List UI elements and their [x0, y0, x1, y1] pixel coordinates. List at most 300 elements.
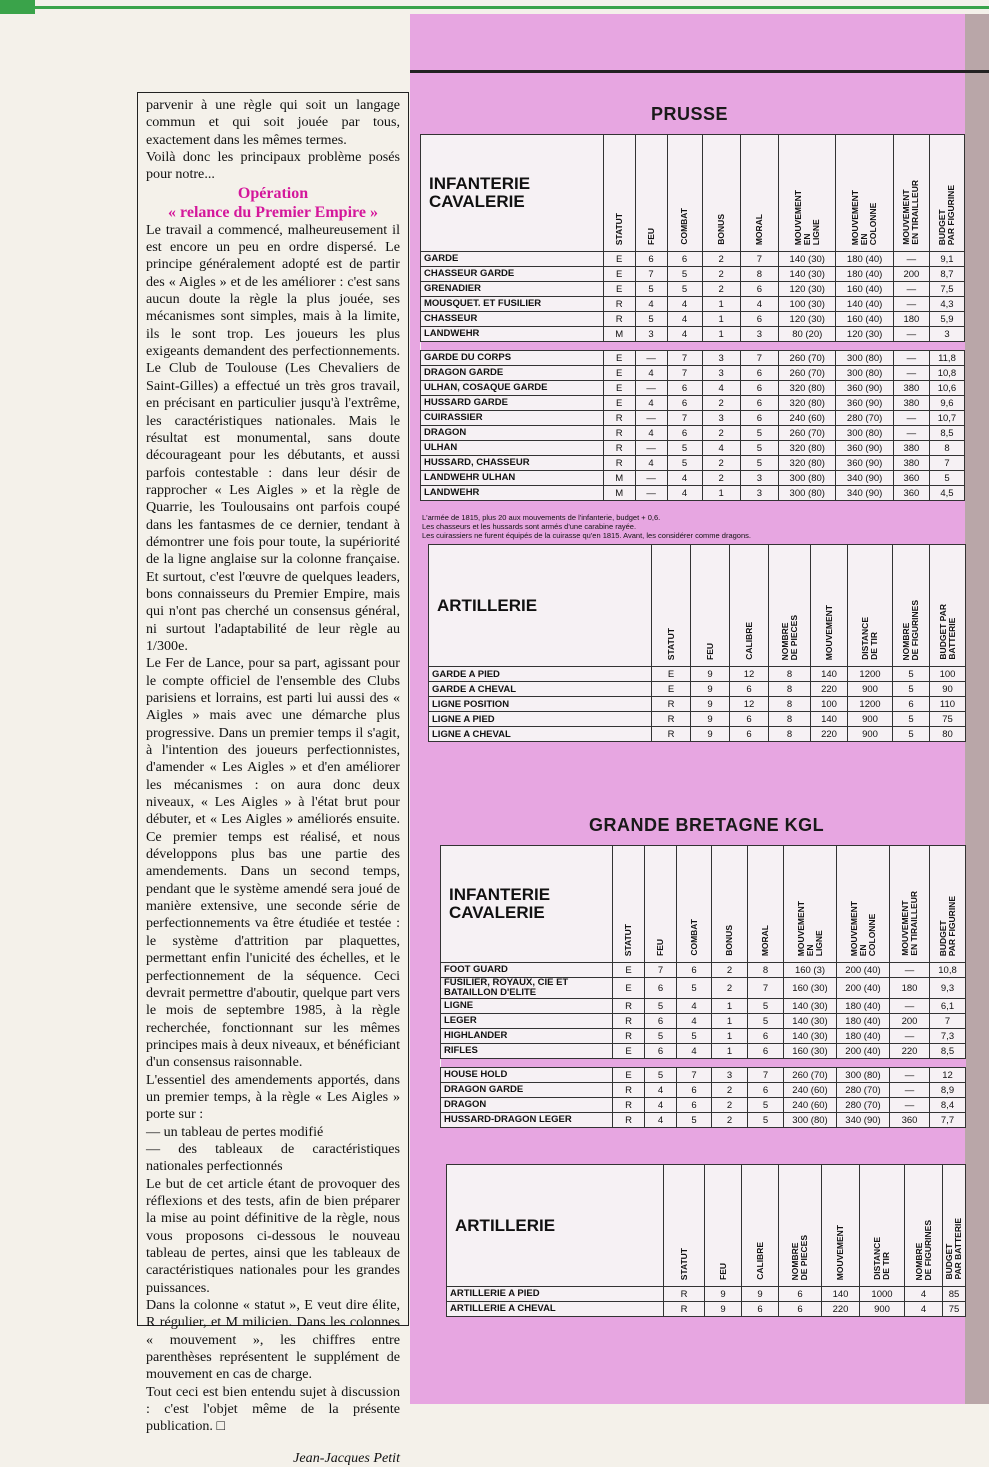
gb-art-column-label: FEU — [717, 1263, 728, 1280]
prusse-infantry-cell: 120 (30) — [836, 327, 893, 342]
prusse-cavalry-cell: 4 — [702, 381, 740, 396]
prusse-infantry-row — [421, 312, 965, 327]
gb-infantry-cell: 6 — [645, 978, 677, 999]
gb-infantry-cell: 5 — [645, 999, 677, 1014]
gb-infantry-cell: 5 — [677, 1029, 712, 1044]
prusse-cavalry-cell: 360 — [893, 471, 929, 486]
prusse-artillery-cell: 1200 — [848, 697, 893, 712]
prusse-infantry-cavalry-table — [420, 134, 965, 501]
gb-art-column-header — [664, 1165, 705, 1287]
prusse-cavalry-cell: 6 — [740, 411, 778, 426]
prusse-infantry-cell: 5,9 — [929, 312, 964, 327]
gb-infantry-row — [441, 1044, 966, 1059]
spacer-cell — [712, 1059, 748, 1068]
prusse-cavalry-cell: 360 (90) — [836, 441, 893, 456]
gb-cavalry-cell: 8,4 — [930, 1098, 966, 1113]
gb-infantry-cell: 1 — [712, 1014, 748, 1029]
gb-infantry-cell: E — [613, 978, 645, 999]
spacer-cell — [702, 342, 740, 351]
prusse-infantry-unit-name: GRENADIER — [421, 282, 604, 297]
gb-art-header-row — [447, 1165, 966, 1287]
gb-artillery-cell: R — [664, 1287, 705, 1302]
gb-infantry-cell: E — [613, 1044, 645, 1059]
prusse-cavalry-cell: E — [603, 351, 635, 366]
prusse-cavalry-cell: 6 — [740, 396, 778, 411]
prusse-cavalry-unit-name: DRAGON GARDE — [421, 366, 604, 381]
prusse-cavalry-cell: 5 — [740, 441, 778, 456]
prusse-artillery-cell: 140 — [811, 712, 848, 727]
gb-infantry-cell: 4 — [677, 1044, 712, 1059]
gb-cavalry-cell: 3 — [712, 1068, 748, 1083]
prusse-cavalry-cell: 260 (70) — [779, 366, 836, 381]
gb-cavalry-cell: 7 — [748, 1068, 784, 1083]
gb-infantry-cell: 7 — [930, 1014, 966, 1029]
gb-cavalry-unit-name: HUSSARD-DRAGON LEGER — [441, 1113, 613, 1128]
prusse-artillery-cell: 90 — [930, 682, 966, 697]
gb-infantry-row — [441, 1029, 966, 1044]
prusse-infantry-cell: R — [603, 297, 635, 312]
prusse-infantry-cell: 2 — [702, 252, 740, 267]
prusse-artillery-row — [429, 712, 966, 727]
prusse-artillery-cell: 9 — [691, 697, 730, 712]
prusse-art-column-header — [930, 545, 966, 667]
prusse-column-label: MORAL — [753, 213, 764, 245]
prusse-cavalry-cell: 6 — [667, 426, 702, 441]
gb-artillery-cell: 75 — [943, 1302, 966, 1317]
prusse-artillery-cell: 8 — [769, 727, 811, 742]
gb-infantry-unit-name: RIFLES — [441, 1044, 613, 1059]
gb-cavalry-unit-name: DRAGON GARDE — [441, 1083, 613, 1098]
prusse-artillery-cell: 80 — [930, 727, 966, 742]
prusse-cavalry-cell: 4 — [667, 471, 702, 486]
gb-art-column-label: NOMBRE DE PIECES — [790, 1234, 809, 1280]
prusse-artillery-cell: R — [652, 727, 691, 742]
prusse-cavalry-cell: 2 — [702, 396, 740, 411]
spacer-cell — [893, 342, 929, 351]
prusse-cavalry-unit-name: GARDE DU CORPS — [421, 351, 604, 366]
gb-art-column-header — [705, 1165, 742, 1287]
gb-infantry-cell: 1 — [712, 999, 748, 1014]
gb-cavalry-cell: 4 — [645, 1113, 677, 1128]
gb-infantry-cell: 7 — [748, 978, 784, 999]
prusse-infantry-cell: 120 (30) — [779, 312, 836, 327]
spacer-cell — [929, 342, 964, 351]
prusse-cavalry-cell: — — [893, 366, 929, 381]
gb-cavalry-cell: 2 — [712, 1098, 748, 1113]
prusse-cavalry-cell: 380 — [893, 381, 929, 396]
prusse-infantry-cell: 160 (40) — [836, 282, 893, 297]
gb-infantry-cell: 4 — [677, 1014, 712, 1029]
prusse-infantry-cell: — — [893, 282, 929, 297]
gb-art-column-header — [905, 1165, 943, 1287]
gb-infantry-cell: 160 (30) — [784, 1044, 837, 1059]
article-heading-2: « relance du Premier Empire » — [168, 203, 378, 221]
prusse-notes — [422, 513, 952, 540]
gb-infantry-cell: 6,1 — [930, 999, 966, 1014]
prusse-artillery-cell: 6 — [730, 727, 769, 742]
prusse-infantry-cell: 8 — [740, 267, 778, 282]
prusse-art-column-header — [691, 545, 730, 667]
prusse-cavalry-cell: 360 (90) — [836, 381, 893, 396]
gb-cavalry-cell: 240 (60) — [784, 1098, 837, 1113]
gb-artillery-table — [446, 1164, 966, 1317]
prusse-artillery-cell: 900 — [848, 682, 893, 697]
prusse-note-2: Les chasseurs et les hussards sont armés d'une carabine rayée. — [422, 522, 637, 531]
prusse-art-column-label: NOMBRE DE PIECES — [779, 614, 799, 660]
prusse-cavalry-cell: 300 (80) — [779, 471, 836, 486]
gb-infantry-cell: 140 (30) — [784, 1014, 837, 1029]
prusse-infantry-cell: E — [603, 267, 635, 282]
prusse-infantry-cell: 5 — [667, 267, 702, 282]
prusse-column-header — [836, 135, 893, 252]
prusse-cavalry-cell: M — [603, 486, 635, 501]
prusse-artillery-cell: 220 — [811, 682, 848, 697]
gb-cavalry-row — [441, 1068, 966, 1083]
gb-column-label: MOUVEMENT EN COLONNE — [848, 900, 877, 956]
prusse-note-3: Les cuirassiers ne furent équipés de la cuirasse qu'en 1815. Avant, les considérer comme dragons. — [422, 531, 751, 540]
prusse-cavalry-cell: 360 (90) — [836, 456, 893, 471]
prusse-section-header: INFANTERIE CAVALERIE — [421, 135, 604, 252]
prusse-artillery-cell: 110 — [930, 697, 966, 712]
gb-infantry-cell: 8,5 — [930, 1044, 966, 1059]
prusse-artillery-cell: 100 — [811, 697, 848, 712]
prusse-infantry-cell: 7 — [635, 267, 667, 282]
prusse-cavalry-cell: R — [603, 411, 635, 426]
prusse-infantry-cell: 3 — [929, 327, 964, 342]
page-edge-shade — [965, 14, 989, 1404]
gb-cavalry-cell: 300 (80) — [784, 1113, 837, 1128]
prusse-art-column-header — [848, 545, 893, 667]
gb-artillery-cell: 4 — [905, 1287, 943, 1302]
prusse-spacer-row — [421, 342, 965, 351]
gb-artillery-cell: 6 — [779, 1302, 822, 1317]
gb-infantry-unit-name: HIGHLANDER — [441, 1029, 613, 1044]
prusse-cavalry-row — [421, 456, 965, 471]
prusse-artillery-unit-name: GARDE A PIED — [429, 667, 652, 682]
prusse-infantry-cell: — — [893, 297, 929, 312]
prusse-infantry-cell: 4,3 — [929, 297, 964, 312]
prusse-infantry-cell: 140 (40) — [836, 297, 893, 312]
prusse-cavalry-cell: 7 — [667, 411, 702, 426]
prusse-cavalry-cell: M — [603, 471, 635, 486]
gb-column-label: MOUVEMENT EN LIGNE — [795, 900, 824, 956]
prusse-artillery-cell: R — [652, 697, 691, 712]
gb-column-header — [784, 846, 837, 963]
prusse-infantry-cell: 180 (40) — [836, 267, 893, 282]
spacer-cell — [677, 1059, 712, 1068]
prusse-infantry-cell: 8,7 — [929, 267, 964, 282]
gb-column-label: FEU — [655, 939, 665, 956]
gb-cavalry-cell: 7 — [677, 1068, 712, 1083]
prusse-artillery-cell: 900 — [848, 727, 893, 742]
prusse-infantry-unit-name: CHASSEUR — [421, 312, 604, 327]
gb-art-column-header — [943, 1165, 966, 1287]
gb-cavalry-cell: 5 — [748, 1098, 784, 1113]
prusse-cavalry-cell: 300 (80) — [836, 366, 893, 381]
prusse-column-header — [667, 135, 702, 252]
prusse-artillery-cell: R — [652, 712, 691, 727]
prusse-infantry-cell: 4 — [740, 297, 778, 312]
gb-infantry-cell: 1 — [712, 1044, 748, 1059]
article-signature: Jean-Jacques Petit — [293, 1449, 400, 1466]
spacer-cell — [779, 342, 836, 351]
prusse-header-row — [421, 135, 965, 252]
prusse-infantry-cell: 2 — [702, 282, 740, 297]
gb-infantry-row — [441, 999, 966, 1014]
prusse-artillery-cell: 6 — [730, 682, 769, 697]
gb-art-column-header — [742, 1165, 779, 1287]
prusse-artillery-cell: 1200 — [848, 667, 893, 682]
prusse-infantry-cell: E — [603, 282, 635, 297]
prusse-cavalry-cell: 4 — [667, 486, 702, 501]
gb-cavalry-cell: 300 (80) — [837, 1068, 890, 1083]
gb-infantry-cell: 160 (30) — [784, 978, 837, 999]
prusse-cavalry-row — [421, 471, 965, 486]
spacer-cell — [784, 1059, 837, 1068]
prusse-artillery-cell: 5 — [893, 667, 930, 682]
prusse-infantry-row — [421, 327, 965, 342]
gb-infantry-cell: 5 — [748, 1014, 784, 1029]
prusse-artillery-unit-name: GARDE A CHEVAL — [429, 682, 652, 697]
gb-art-column-label: BUDGET PAR BATTERIE — [944, 1218, 963, 1280]
prusse-infantry-cell: 180 — [893, 312, 929, 327]
prusse-infantry-row — [421, 267, 965, 282]
prusse-infantry-cell: R — [603, 312, 635, 327]
gb-artillery-cell: 220 — [822, 1302, 860, 1317]
gb-cavalry-cell: 280 (70) — [837, 1098, 890, 1113]
prusse-column-label: COMBAT — [679, 208, 690, 245]
prusse-cavalry-cell: — — [635, 411, 667, 426]
gb-header-row — [441, 846, 966, 963]
prusse-artillery-row — [429, 667, 966, 682]
gb-cavalry-cell: — — [890, 1098, 930, 1113]
article-body-6: Le but de cet article étant de provoquer des réflexions et des tests, afin de bien préparer la mise au point définitive de la règle, nous vous proposons ci-dessous le nouveau tableau de pertes, ainsi que les tableaux de caractéristiques nationales pour les grandes puissances. — [146, 1175, 400, 1296]
gb-infantry-cell: R — [613, 1014, 645, 1029]
gb-infantry-cell: 5 — [677, 978, 712, 999]
article-body-4: — un tableau de pertes modifié — [146, 1123, 324, 1140]
prusse-artillery-cell: E — [652, 667, 691, 682]
gb-infantry-cell: 8 — [748, 963, 784, 978]
gb-infantry-cell: 140 (30) — [784, 999, 837, 1014]
gb-cavalry-cell: 2 — [712, 1113, 748, 1128]
spacer-cell — [836, 342, 893, 351]
prusse-cavalry-cell: 3 — [702, 366, 740, 381]
prusse-artillery-cell: 220 — [811, 727, 848, 742]
prusse-column-header — [702, 135, 740, 252]
gb-infantry-cell: 2 — [712, 963, 748, 978]
gb-art-section-header: ARTILLERIE — [447, 1165, 664, 1287]
prusse-column-header — [893, 135, 929, 252]
spacer-cell — [645, 1059, 677, 1068]
gb-cavalry-cell: R — [613, 1113, 645, 1128]
prusse-column-label: FEU — [645, 228, 656, 245]
prusse-column-header — [740, 135, 778, 252]
prusse-artillery-cell: 5 — [893, 727, 930, 742]
prusse-infantry-cell: 140 (30) — [779, 267, 836, 282]
prusse-art-column-label: STATUT — [665, 627, 676, 660]
prusse-artillery-cell: 8 — [769, 697, 811, 712]
prusse-column-label: BUDGET PAR FIGURINE — [936, 184, 956, 245]
prusse-cavalry-cell: 6 — [667, 381, 702, 396]
spacer-cell — [421, 342, 604, 351]
prusse-column-label: STATUT — [613, 212, 624, 245]
prusse-artillery-row — [429, 682, 966, 697]
prusse-cavalry-unit-name: ULHAN, COSAQUE GARDE — [421, 381, 604, 396]
gb-artillery-row — [447, 1302, 966, 1317]
gb-infantry-unit-name: LIGNE — [441, 999, 613, 1014]
prusse-cavalry-cell: 360 (90) — [836, 396, 893, 411]
gb-infantry-cell: 6 — [677, 963, 712, 978]
prusse-cavalry-unit-name: CUIRASSIER — [421, 411, 604, 426]
prusse-cavalry-unit-name: HUSSARD GARDE — [421, 396, 604, 411]
gb-artillery-cell: 9 — [705, 1302, 742, 1317]
prusse-infantry-cell: 80 (20) — [779, 327, 836, 342]
prusse-infantry-row — [421, 252, 965, 267]
gb-column-label: MORAL — [760, 924, 770, 956]
prusse-cavalry-cell: 6 — [740, 381, 778, 396]
gb-artillery-cell: 4 — [905, 1302, 943, 1317]
prusse-cavalry-cell: 340 (90) — [836, 486, 893, 501]
gb-infantry-cell: 180 — [890, 978, 930, 999]
prusse-art-column-label: DISTANCE DE TIR — [860, 617, 879, 660]
prusse-cavalry-cell: R — [603, 441, 635, 456]
prusse-infantry-row — [421, 282, 965, 297]
gb-cavalry-cell: 12 — [930, 1068, 966, 1083]
gb-cavalry-cell: 6 — [677, 1083, 712, 1098]
gb-infantry-cell: 7 — [645, 963, 677, 978]
article-body-7: Dans la colonne « statut », E veut dire élite, R régulier, et M milicien. Dans les colonnes « mouvement », les chiffres entre parenthèses représentent le supplément de mouvement en cas de charge. — [146, 1297, 400, 1383]
gb-cavalry-cell: 2 — [712, 1083, 748, 1098]
prusse-cavalry-cell: 10,8 — [929, 366, 964, 381]
spacer-cell — [740, 342, 778, 351]
spacer-cell — [635, 342, 667, 351]
prusse-artillery-cell: 75 — [930, 712, 966, 727]
gb-infantry-cell: — — [890, 963, 930, 978]
gb-infantry-cell: 200 (40) — [837, 1044, 890, 1059]
top-rule — [35, 6, 989, 9]
prusse-cavalry-cell: 4,5 — [929, 486, 964, 501]
gb-infantry-cell: R — [613, 1029, 645, 1044]
prusse-cavalry-cell: R — [603, 456, 635, 471]
prusse-cavalry-cell: 5 — [667, 456, 702, 471]
prusse-infantry-unit-name: MOUSQUET. ET FUSILIER — [421, 297, 604, 312]
article-body-5: — des tableaux de caractéristiques nationales perfectionnés — [146, 1140, 400, 1175]
gb-column-label: MOUVEMENT EN TIRAILLEUR — [899, 891, 919, 956]
prusse-column-label: MOUVEMENT EN LIGNE — [792, 189, 821, 245]
gb-infantry-cell: 180 (40) — [837, 1029, 890, 1044]
prusse-cavalry-cell: 1 — [702, 486, 740, 501]
prusse-artillery-cell: 9 — [691, 667, 730, 682]
prusse-cavalry-cell: 4 — [635, 366, 667, 381]
gb-infantry-cell: 2 — [712, 978, 748, 999]
prusse-artillery-cell: 900 — [848, 712, 893, 727]
gb-art-column-label: NOMBRE DE FIGURINES — [913, 1219, 933, 1280]
prusse-cavalry-cell: 3 — [740, 471, 778, 486]
prusse-cavalry-row — [421, 366, 965, 381]
gb-infantry-cavalry-table — [440, 845, 966, 1128]
gb-infantry-row — [441, 963, 966, 978]
gb-infantry-row — [441, 1014, 966, 1029]
prusse-infantry-cell: 6 — [740, 312, 778, 327]
prusse-infantry-cell: M — [603, 327, 635, 342]
prusse-artillery-cell: 8 — [769, 667, 811, 682]
gb-cavalry-cell: 280 (70) — [837, 1083, 890, 1098]
prusse-cavalry-cell: — — [893, 351, 929, 366]
prusse-infantry-cell: 3 — [635, 327, 667, 342]
gb-artillery-cell: 9 — [705, 1287, 742, 1302]
prusse-infantry-cell: 180 (40) — [836, 252, 893, 267]
gb-cavalry-cell: 360 — [890, 1113, 930, 1128]
prusse-infantry-cell: 100 (30) — [779, 297, 836, 312]
gb-infantry-unit-name: LEGER — [441, 1014, 613, 1029]
prusse-artillery-unit-name: LIGNE A CHEVAL — [429, 727, 652, 742]
gb-infantry-cell: 6 — [748, 1029, 784, 1044]
prusse-infantry-unit-name: LANDWEHR — [421, 327, 604, 342]
prusse-cavalry-cell: 380 — [893, 396, 929, 411]
prusse-cavalry-cell: 5 — [740, 426, 778, 441]
prusse-cavalry-cell: 2 — [702, 456, 740, 471]
prusse-artillery-cell: 140 — [811, 667, 848, 682]
gb-artillery-cell: 9 — [742, 1287, 779, 1302]
prusse-artillery-table — [428, 544, 966, 742]
gb-cavalry-cell: — — [890, 1068, 930, 1083]
prusse-infantry-cell: E — [603, 252, 635, 267]
prusse-infantry-cell: 6 — [740, 282, 778, 297]
gb-art-column-header — [860, 1165, 905, 1287]
prusse-artillery-cell: 12 — [730, 697, 769, 712]
prusse-infantry-cell: 4 — [635, 297, 667, 312]
prusse-cavalry-cell: 7 — [929, 456, 964, 471]
prusse-artillery-unit-name: LIGNE A PIED — [429, 712, 652, 727]
prusse-infantry-cell: — — [893, 327, 929, 342]
gb-cavalry-row — [441, 1098, 966, 1113]
gb-infantry-cell: — — [890, 999, 930, 1014]
gb-artillery-cell: 900 — [860, 1302, 905, 1317]
prusse-cavalry-cell: 380 — [893, 456, 929, 471]
prusse-infantry-cell: 1 — [702, 312, 740, 327]
gb-cavalry-cell: 6 — [677, 1098, 712, 1113]
prusse-artillery-cell: 8 — [769, 682, 811, 697]
prusse-cavalry-cell: 7 — [740, 351, 778, 366]
prusse-artillery-cell: 100 — [930, 667, 966, 682]
prusse-infantry-cell: 160 (40) — [836, 312, 893, 327]
prusse-art-column-label: NOMBRE DE FIGURINES — [901, 599, 920, 660]
prusse-infantry-cell: 7 — [740, 252, 778, 267]
spacer-cell — [613, 1059, 645, 1068]
gb-column-header — [837, 846, 890, 963]
gb-cavalry-cell: 6 — [748, 1083, 784, 1098]
prusse-artillery-cell: 12 — [730, 667, 769, 682]
prusse-cavalry-cell: 6 — [667, 396, 702, 411]
prusse-art-column-label: CALIBRE — [743, 622, 754, 660]
prusse-cavalry-cell: 10,7 — [929, 411, 964, 426]
prusse-cavalry-cell: 2 — [702, 471, 740, 486]
gb-art-column-label: STATUT — [678, 1247, 689, 1280]
spacer-cell — [667, 342, 702, 351]
prusse-cavalry-cell: 320 (80) — [779, 441, 836, 456]
prusse-column-label: MOUVEMENT EN TIRAILLEUR — [901, 180, 921, 245]
prusse-cavalry-row — [421, 486, 965, 501]
gb-column-header — [748, 846, 784, 963]
prusse-cavalry-cell: 4 — [702, 441, 740, 456]
prusse-cavalry-cell: 280 (70) — [836, 411, 893, 426]
prusse-art-column-header — [811, 545, 848, 667]
prusse-cavalry-cell: 9,6 — [929, 396, 964, 411]
gb-infantry-cell: 7,3 — [930, 1029, 966, 1044]
prusse-column-label: BONUS — [715, 214, 726, 245]
prusse-column-header — [603, 135, 635, 252]
gb-artillery-cell: 85 — [943, 1287, 966, 1302]
